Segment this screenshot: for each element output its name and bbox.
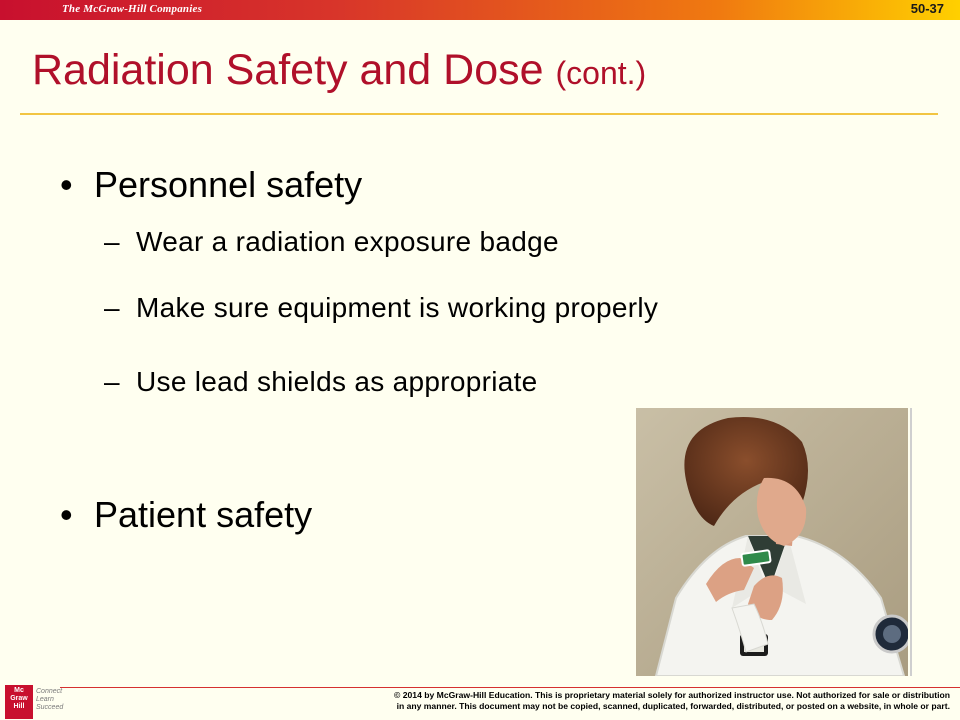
title-underline — [20, 113, 938, 115]
subbullet-lead-shields — [104, 366, 538, 398]
patch-emblem — [883, 625, 901, 643]
subbullet-marker: – — [104, 292, 120, 323]
mcgraw-hill-logo: Mc Graw Hill — [5, 685, 33, 719]
tagline-succeed: Succeed — [36, 704, 64, 711]
title-main: Radiation Safety and Dose — [32, 46, 544, 94]
subbullet-badge — [104, 226, 559, 258]
bullet-text: Patient safety — [94, 494, 313, 535]
slide-title — [32, 46, 646, 95]
footer-tagline — [36, 688, 63, 712]
tagline-learn: Learn — [36, 696, 54, 703]
bullet-patient-safety — [60, 494, 312, 536]
bullet-marker: • — [60, 494, 73, 535]
subbullet-text: Make sure equipment is working properly — [136, 292, 659, 323]
radiation-badge — [741, 550, 770, 566]
brand-logo-text: The McGraw-Hill Companies — [62, 3, 203, 15]
slide-number: 50-37 — [910, 1, 944, 16]
subbullet-text: Wear a radiation exposure badge — [136, 226, 559, 257]
subbullet-text: Use lead shields as appropriate — [136, 366, 538, 397]
subbullet-marker: – — [104, 226, 120, 257]
top-banner — [0, 0, 960, 20]
footer-rule — [60, 687, 960, 688]
bullet-personnel-safety — [60, 164, 362, 206]
subbullet-marker: – — [104, 366, 120, 397]
photo-technician-badge — [636, 408, 912, 676]
copyright-line-2: in any manner. This document may not be copied, scanned, duplicated, forwarded, distributed, or posted on a website, in whole or part. — [396, 701, 950, 711]
title-suffix: (cont.) — [555, 55, 647, 91]
photo-illustration — [636, 408, 908, 676]
subbullet-equipment — [104, 292, 658, 324]
bullet-text: Personnel safety — [94, 164, 363, 205]
bullet-marker: • — [60, 164, 73, 205]
copyright-notice — [300, 690, 950, 712]
tagline-connect: Connect — [36, 688, 63, 695]
copyright-line-1: © 2014 by McGraw-Hill Education. This is proprietary material solely for authorized instructor use. Not authorized for sale or distribution — [394, 690, 950, 700]
